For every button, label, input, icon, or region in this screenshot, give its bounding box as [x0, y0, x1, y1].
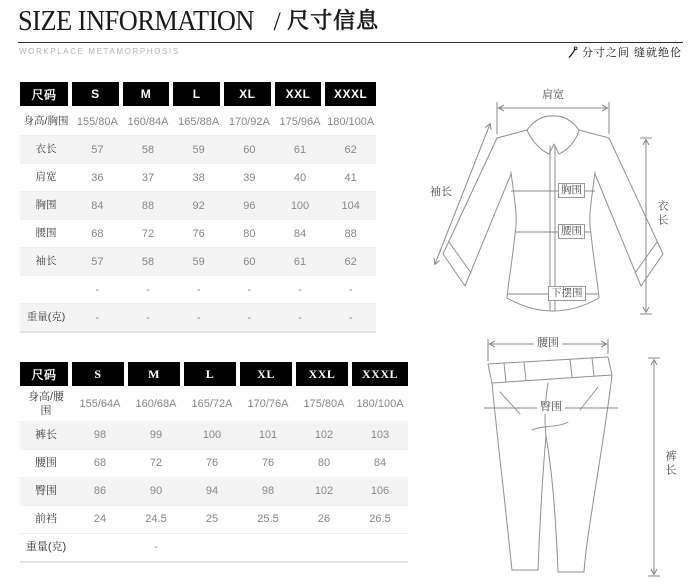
shirt-chest-label: 胸围 — [558, 183, 585, 198]
cell-value: 175/96A — [279, 115, 321, 128]
cell-value: 88 — [141, 199, 155, 212]
cell-value: 58 — [141, 255, 155, 268]
cell-value: 26 — [317, 513, 331, 526]
pants-hip-label: 臀围 — [537, 401, 565, 414]
needle-icon — [567, 46, 578, 59]
table-row — [20, 192, 376, 220]
header-size-xxl: XXL — [296, 362, 348, 386]
shirt-shoulder-label: 肩宽 — [542, 89, 564, 101]
table-header-row — [20, 362, 408, 386]
header-size-s: S — [72, 82, 119, 106]
cell-value: 155/80A — [76, 115, 118, 128]
table-row — [20, 304, 376, 333]
cell-value: 155/64A — [79, 398, 121, 411]
cell-value: 90 — [149, 485, 163, 498]
row-label: 胸围 — [35, 198, 57, 211]
cell-value: 102 — [314, 429, 334, 442]
header-size-xl: XL — [240, 362, 292, 386]
cell-value: 170/76A — [247, 398, 289, 411]
table-row — [20, 276, 376, 304]
cell-value: 99 — [149, 429, 163, 442]
size-table-top — [20, 82, 376, 333]
header-size-s: S — [72, 362, 124, 386]
header-cell — [20, 362, 72, 386]
header-size-xl: XL — [224, 82, 271, 106]
header-cell — [123, 82, 174, 106]
header-size-xxl: XXL — [275, 82, 322, 106]
cell-value: - — [298, 283, 302, 296]
header-cell — [325, 82, 376, 106]
cell-value: 37 — [141, 171, 155, 184]
cell-value: - — [146, 311, 150, 324]
header-label-size-col: 尺码 — [20, 82, 68, 106]
header-cell — [128, 362, 184, 386]
cell-value: - — [154, 541, 158, 554]
cell-value: 104 — [341, 199, 360, 212]
header-tagline — [567, 44, 682, 60]
cell-value: 180/100A — [327, 115, 375, 128]
header-cell — [173, 82, 224, 106]
header-cell — [352, 362, 408, 386]
cell-value: 36 — [91, 171, 104, 184]
cell-value: 72 — [149, 457, 163, 470]
cell-value: 59 — [192, 255, 205, 268]
cell-value: 80 — [243, 227, 256, 240]
cell-value: 38 — [192, 171, 205, 184]
cell-value: 60 — [243, 255, 256, 268]
shirt-drawing — [418, 84, 690, 340]
header-cell — [72, 362, 128, 386]
cell-value: 62 — [344, 143, 357, 156]
table-header-row — [20, 82, 376, 106]
header-label-size-col: 尺码 — [20, 362, 68, 386]
header-size-m: M — [123, 82, 170, 106]
cell-value: 68 — [93, 457, 107, 470]
row-label: 裤长 — [35, 428, 57, 441]
cell-value: - — [348, 283, 353, 296]
page-title — [18, 6, 379, 38]
row-label: 肩宽 — [35, 170, 57, 183]
table-row — [20, 450, 408, 478]
row-label: 重量(克) — [26, 310, 66, 323]
header-cell — [240, 362, 296, 386]
header-cell — [275, 82, 326, 106]
cell-value: 26.5 — [369, 513, 391, 526]
cell-value: 72 — [141, 227, 155, 240]
cell-value: 100 — [202, 429, 222, 442]
cell-value: - — [95, 311, 100, 324]
cell-value: 25.5 — [257, 513, 279, 526]
cell-value: 84 — [293, 227, 307, 240]
cell-value: 88 — [344, 227, 357, 240]
cell-value: 86 — [93, 485, 107, 498]
row-label: 身高/腰围 — [27, 391, 65, 418]
row-label: 腰围 — [35, 226, 57, 239]
header-size-m: M — [128, 362, 180, 386]
cell-value: 68 — [91, 227, 104, 240]
cell-value: 160/84A — [127, 115, 169, 128]
shirt-length-label: 衣长 — [656, 200, 668, 228]
cell-value: 58 — [141, 143, 155, 156]
cell-value: - — [298, 311, 302, 324]
header-cell — [72, 82, 123, 106]
cell-value: 25 — [205, 513, 219, 526]
cell-value: 84 — [373, 457, 387, 470]
cell-value: 40 — [293, 171, 307, 184]
cell-value: 24.5 — [145, 513, 167, 526]
row-label: 身高/胸围 — [23, 114, 69, 127]
header-divider-line — [18, 42, 683, 43]
cell-value: 57 — [91, 143, 104, 156]
cell-value: 59 — [192, 143, 205, 156]
cell-value: 96 — [243, 199, 256, 212]
cell-value: 41 — [344, 171, 357, 184]
row-label: 臀围 — [35, 484, 57, 497]
row-label: 前裆 — [35, 512, 57, 525]
cell-value: 170/92A — [228, 115, 270, 128]
header-size-l: L — [184, 362, 236, 386]
table-row — [20, 534, 408, 563]
title-divider: / — [273, 7, 281, 36]
pants-waist-label: 腰围 — [534, 337, 562, 350]
cell-value: 57 — [91, 255, 104, 268]
cell-value: 84 — [91, 199, 104, 212]
title-english: SIZE INFORMATION — [18, 6, 254, 37]
row-label: 重量(克) — [25, 540, 67, 553]
table-row — [20, 164, 376, 192]
header-cell — [296, 362, 352, 386]
header-size-xxxl: XXXL — [325, 82, 376, 106]
title-chinese: 尺寸信息 — [287, 8, 380, 33]
table-row — [20, 220, 376, 248]
cell-value: 61 — [293, 255, 307, 268]
header-subtitle: WORKPLACE METAMORPHOSIS — [19, 47, 180, 56]
cell-value: - — [196, 283, 201, 296]
header-cell — [224, 82, 275, 106]
table-row — [20, 506, 408, 534]
cell-value: 24 — [93, 513, 107, 526]
row-label: 衣长 — [35, 142, 57, 155]
pants-diagram — [446, 330, 698, 582]
cell-value: - — [146, 283, 150, 296]
pants-drawing — [446, 330, 698, 582]
header-size-xxxl: XXXL — [352, 362, 408, 386]
table-row — [20, 136, 376, 164]
table-row — [20, 388, 408, 422]
tagline-text: 分寸之间 缝就绝伦 — [581, 47, 682, 59]
cell-value: 165/72A — [191, 398, 233, 411]
cell-value: 175/80A — [303, 398, 345, 411]
cell-value: 102 — [314, 485, 334, 498]
header-cell — [20, 82, 72, 106]
table-row — [20, 108, 376, 136]
cell-value: 100 — [290, 199, 310, 212]
row-label: 腰围 — [35, 456, 57, 469]
cell-value: - — [196, 311, 201, 324]
cell-value: 98 — [261, 485, 275, 498]
cell-value: 61 — [293, 143, 307, 156]
cell-value: 165/88A — [178, 115, 220, 128]
shirt-hem-label: 下摆围 — [548, 286, 586, 301]
table-row — [20, 248, 376, 276]
cell-value: 103 — [370, 429, 390, 442]
cell-value: 62 — [344, 255, 357, 268]
cell-value: 101 — [258, 429, 278, 442]
cell-value: 80 — [317, 457, 331, 470]
header-cell — [184, 362, 240, 386]
cell-value: 76 — [205, 457, 219, 470]
size-table-bottom — [20, 362, 408, 563]
shirt-sleeve-label: 袖长 — [430, 186, 452, 198]
cell-value: 160/68A — [135, 398, 177, 411]
cell-value: 106 — [370, 485, 390, 498]
row-label: 袖长 — [35, 254, 57, 267]
header-size-l: L — [173, 82, 220, 106]
cell-value: - — [95, 283, 100, 296]
cell-value: 76 — [261, 457, 275, 470]
cell-value: 180/100A — [356, 398, 404, 411]
cell-value: 94 — [205, 485, 219, 498]
cell-value: 76 — [192, 227, 205, 240]
shirt-waist-label: 腰围 — [558, 224, 585, 239]
cell-value: 39 — [243, 171, 256, 184]
shirt-diagram — [418, 84, 690, 340]
cell-value: - — [247, 283, 252, 296]
table-row — [20, 422, 408, 450]
cell-value: 92 — [192, 199, 205, 212]
cell-value: - — [247, 311, 252, 324]
cell-value: 60 — [243, 143, 256, 156]
table-row — [20, 478, 408, 506]
pants-length-label: 裤长 — [664, 450, 676, 478]
cell-value: 98 — [93, 429, 107, 442]
cell-value: - — [348, 311, 353, 324]
